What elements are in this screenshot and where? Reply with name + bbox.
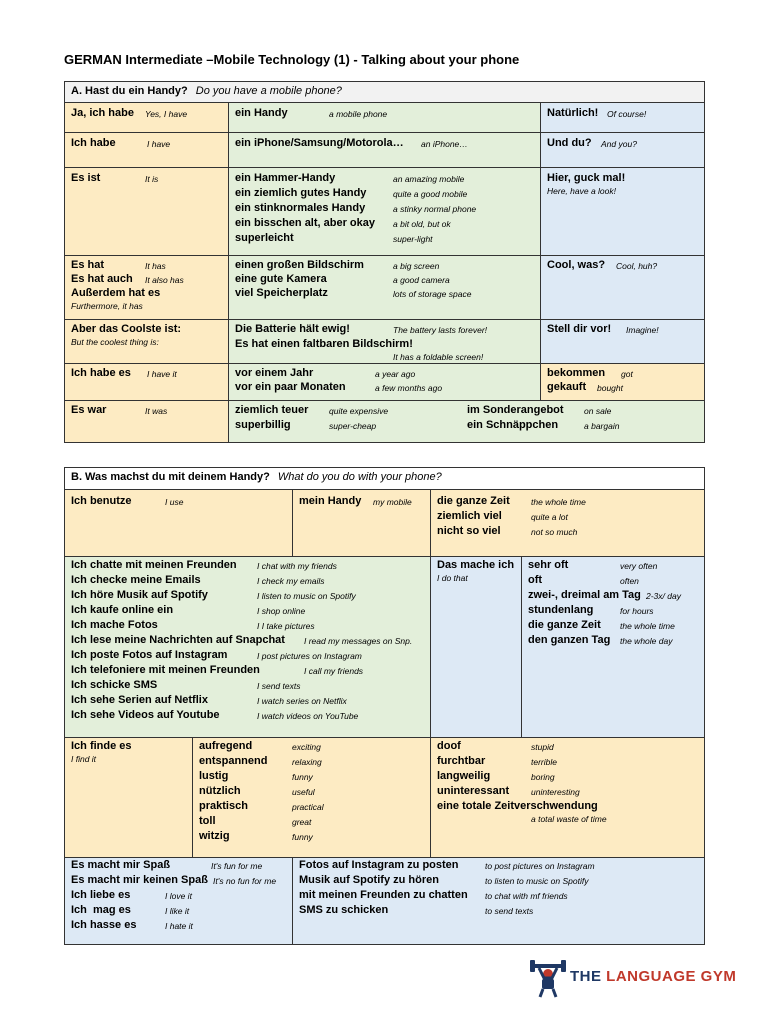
b-pos-de: aufregend: [199, 740, 253, 752]
a-r7-c1-de: Es war: [71, 404, 107, 416]
language-gym-logo: [530, 958, 742, 998]
a-r1-c3: [541, 103, 704, 133]
b-neg-en: stupid: [531, 742, 554, 752]
b-pos-de: lustig: [199, 770, 229, 782]
b-r3-neg: [431, 738, 704, 858]
a-r3-c3: [541, 168, 704, 256]
a-r2-c2: [229, 133, 541, 168]
b-r1-item-en: quite a lot: [531, 512, 568, 522]
b-activity-en: I call my friends: [304, 666, 364, 676]
b-neg-de: langweilig: [437, 770, 491, 782]
a-r1-c1: [65, 103, 229, 133]
a-r6-c2: [229, 364, 541, 401]
a-r3-item-en: super-light: [393, 234, 433, 244]
a-r5-c3-de: Stell dir vor!: [547, 323, 612, 335]
b-r3-c1-de: Ich finde es: [71, 740, 132, 752]
a-r2-c1-en: I have: [147, 139, 171, 149]
a-r1-c3-en: Of course!: [607, 109, 647, 119]
b-r2-mid-de: Das mache ich: [437, 559, 515, 571]
a-r5-c1-en: But the coolest thing is:: [71, 337, 159, 347]
a-r6-a-de: vor einem Jahr: [235, 367, 314, 379]
a-r6-a-en: a year ago: [375, 369, 416, 379]
a-r3-c3-de: Hier, guck mal!: [547, 172, 626, 184]
b-r3-c1: [65, 738, 193, 858]
b-activity-de: Ich poste Fotos auf Instagram: [71, 649, 228, 661]
a-r1-c2-de: ein Handy: [235, 107, 288, 119]
b-activity-de: Ich chatte mit meinen Freunden: [71, 559, 237, 571]
b-freq-de: oft: [528, 574, 543, 586]
a-r2-c2-de: ein iPhone/Samsung/Motorola…: [235, 137, 404, 149]
b-activity-en: I I take pictures: [257, 621, 315, 631]
b-r4-left-en: It's fun for me: [211, 861, 263, 871]
b-r4-left-en: I like it: [165, 906, 190, 916]
a-r3-c1: [65, 168, 229, 256]
a-r3-item-de: ein bisschen alt, aber okay: [235, 217, 376, 229]
a-r4-c1b-en: It also has: [145, 275, 184, 285]
b-r2-mid-en: I do that: [437, 573, 468, 583]
b-pos-de: praktisch: [199, 800, 248, 812]
b-freq-de: stundenlang: [528, 604, 594, 616]
b-r4-right-en: to send texts: [485, 906, 534, 916]
b-r3-pos: [193, 738, 431, 858]
section-b-table: [64, 467, 705, 945]
a-r2-c3-en: And you?: [601, 139, 637, 149]
b-pos-en: useful: [292, 787, 315, 797]
a-r3-item-de: ein Hammer-Handy: [235, 172, 336, 184]
b-r4-left-de: Ich hasse es: [71, 919, 137, 931]
page-title: GERMAN Intermediate –Mobile Technology (1) - Talking about your phone: [64, 52, 520, 67]
a-r4-c1: [65, 256, 229, 320]
a-r6-c1-de: Ich habe es: [71, 367, 131, 379]
b-freq-en: very often: [620, 561, 658, 571]
a-r7-c-de: im Sonderangebot: [467, 404, 564, 416]
section-a-heading-en: Do you have a mobile phone?: [195, 85, 342, 97]
b-r4-right-en: to listen to music on Spotify: [485, 876, 589, 886]
a-r6-d-en: bought: [597, 383, 623, 393]
b-r1-c3: [431, 490, 704, 557]
a-r4-c1b-de: Es hat auch: [71, 273, 133, 285]
b-activity-en: I watch series on Netflix: [257, 696, 347, 706]
a-r6-c-de: bekommen: [547, 367, 606, 379]
b-activity-en: I read my messages on Snp.: [304, 636, 413, 646]
b-r4-right-en: to chat with mf friends: [485, 891, 568, 901]
a-r1-c1-en: Yes, I have: [145, 109, 188, 119]
b-freq-en: often: [620, 576, 639, 586]
a-r4-item-de: einen großen Bildschirm: [235, 259, 364, 271]
b-freq-en: 2-3x/ day: [646, 591, 681, 601]
b-r4-left-en: I love it: [165, 891, 192, 901]
a-r7-c1: [65, 401, 229, 442]
a-r6-b-en: a few months ago: [375, 383, 443, 393]
b-neg-de: eine totale Zeitverschwendung: [437, 800, 598, 812]
a-r4-c3-en: Cool, huh?: [616, 261, 658, 271]
b-activity-de: Ich lese meine Nachrichten auf Snapchat: [71, 634, 285, 646]
b-r1-item-de: die ganze Zeit: [437, 495, 510, 507]
b-freq-de: zwei-, dreimal am Tag: [528, 589, 641, 601]
a-r1-c3-de: Natürlich!: [547, 107, 599, 119]
b-r4-right-de: Musik auf Spotify zu hören: [299, 874, 439, 886]
b-r4-right-de: mit meinen Freunden zu chatten: [299, 889, 468, 901]
b-r4-left-en: It's no fun for me: [213, 876, 277, 886]
a-r3-item-en: a stinky normal phone: [393, 204, 477, 214]
b-r1-item-en: the whole time: [531, 497, 586, 507]
a-r5-a-en: The battery lasts forever!: [393, 325, 488, 335]
b-activity-en: I listen to music on Spotify: [257, 591, 356, 601]
logo-text: THE LANGUAGE GYM: [570, 968, 737, 985]
a-r1-c2: [229, 103, 541, 133]
b-pos-en: practical: [292, 802, 324, 812]
b-r2-freq: [522, 557, 704, 738]
b-r1-c2-de: mein Handy: [299, 495, 362, 507]
a-r3-item-de: superleicht: [235, 232, 294, 244]
a-r3-item-de: ein ziemlich gutes Handy: [235, 187, 367, 199]
b-r3-c1-en: I find it: [71, 754, 97, 764]
b-freq-en: the whole time: [620, 621, 675, 631]
a-r6-c1-en: I have it: [147, 369, 177, 379]
b-r1-c1: [65, 490, 293, 557]
a-r5-b-de: Es hat einen faltbaren Bildschirm!: [235, 338, 413, 350]
a-r7-b-en: super-cheap: [329, 421, 377, 431]
b-r4-left-de: Es macht mir Spaß: [71, 859, 171, 871]
a-r3-c2: [229, 168, 541, 256]
b-pos-en: funny: [292, 832, 313, 842]
b-freq-en: the whole day: [620, 636, 673, 646]
b-freq-de: sehr oft: [528, 559, 569, 571]
b-activity-de: Ich mache Fotos: [71, 619, 158, 631]
b-pos-en: relaxing: [292, 757, 322, 767]
b-r4-left: [65, 858, 293, 944]
a-r2-c1-de: Ich habe: [71, 137, 116, 149]
b-r4-left-de: Ich mag es: [71, 904, 131, 916]
b-neg-de: uninteressant: [437, 785, 510, 797]
a-r2-c3: [541, 133, 704, 168]
b-r2-mid: [431, 557, 522, 738]
b-r1-c2-en: my mobile: [373, 497, 412, 507]
b-neg-de: doof: [437, 740, 461, 752]
a-r4-c3-de: Cool, was?: [547, 259, 606, 271]
a-r4-c2: [229, 256, 541, 320]
b-r1-item-de: ziemlich viel: [437, 510, 502, 522]
b-neg-en: a total waste of time: [531, 814, 607, 824]
a-r3-c1-en: It is: [145, 174, 159, 184]
a-r5-b-en: It has a foldable screen!: [393, 352, 484, 362]
b-activity-de: Ich sehe Videos auf Youtube: [71, 709, 220, 721]
a-r6-c-en: got: [621, 369, 633, 379]
b-neg-en: terrible: [531, 757, 557, 767]
b-r4-left-de: Es macht mir keinen Spaß: [71, 874, 208, 886]
a-r4-item-de: viel Speicherplatz: [235, 287, 328, 299]
b-activity-de: Ich sehe Serien auf Netflix: [71, 694, 208, 706]
section-a-table: [64, 81, 705, 443]
a-r6-b-de: vor ein paar Monaten: [235, 381, 346, 393]
a-r7-d-de: ein Schnäppchen: [467, 419, 559, 431]
a-r3-item-en: a bit old, but ok: [393, 219, 451, 229]
b-activity-de: Ich schicke SMS: [71, 679, 158, 691]
b-r1-c2: [293, 490, 431, 557]
section-b-heading: B. Was machst du mit deinem Handy?: [71, 471, 270, 483]
b-r1-item-de: nicht so viel: [437, 525, 501, 537]
b-activity-de: Ich höre Musik auf Spotify: [71, 589, 208, 601]
a-r4-item-en: a big screen: [393, 261, 440, 271]
b-neg-en: uninteresting: [531, 787, 580, 797]
b-activity-de: Ich kaufe online ein: [71, 604, 174, 616]
a-r5-c3: [541, 320, 704, 364]
a-r6-d-de: gekauft: [547, 381, 587, 393]
a-r4-item-en: lots of storage space: [393, 289, 472, 299]
b-pos-de: toll: [199, 815, 216, 827]
b-neg-en: boring: [531, 772, 555, 782]
a-r1-c1-de: Ja, ich habe: [71, 107, 134, 119]
a-r3-c3-en: Here, have a look!: [547, 186, 616, 196]
b-activity-de: Ich telefoniere mit meinen Freunden: [71, 664, 260, 676]
b-pos-de: nützlich: [199, 785, 241, 797]
a-r6-c1: [65, 364, 229, 401]
a-r5-c1: [65, 320, 229, 364]
a-r4-c1a-de: Es hat: [71, 259, 105, 271]
a-r4-item-de: eine gute Kamera: [235, 273, 327, 285]
a-r2-c1: [65, 133, 229, 168]
b-activity-en: I watch videos on YouTube: [257, 711, 359, 721]
a-r2-c2-en: an iPhone…: [421, 139, 468, 149]
b-r2-activities: [65, 557, 431, 738]
a-r3-item-en: an amazing mobile: [393, 174, 465, 184]
a-r7-a-de: ziemlich teuer: [235, 404, 309, 416]
b-r4-left-en: I hate it: [165, 921, 193, 931]
a-r5-a-de: Die Batterie hält ewig!: [235, 323, 350, 335]
weightlifter-icon: [530, 958, 566, 998]
a-r7-d-en: a bargain: [584, 421, 620, 431]
b-pos-en: exciting: [292, 742, 321, 752]
a-r3-c1-de: Es ist: [71, 172, 101, 184]
section-b-heading-en: What do you do with your phone?: [277, 471, 442, 483]
a-r5-c3-en: Imagine!: [626, 325, 659, 335]
a-r7-c2: [229, 401, 704, 442]
b-pos-de: entspannend: [199, 755, 268, 767]
b-activity-en: I check my emails: [257, 576, 325, 586]
b-neg-de: furchtbar: [437, 755, 486, 767]
section-a-heading: A. Hast du ein Handy?: [71, 85, 188, 97]
b-activity-de: Ich checke meine Emails: [71, 574, 201, 586]
b-pos-de: witzig: [199, 830, 230, 842]
b-activity-en: I shop online: [257, 606, 306, 616]
b-r4-left-de: Ich liebe es: [71, 889, 131, 901]
a-r5-c2: [229, 320, 541, 364]
a-r7-c1-en: It was: [145, 406, 168, 416]
b-r4-right-de: Fotos auf Instagram zu posten: [299, 859, 459, 871]
section-b-header: [65, 468, 704, 490]
b-r4-right-en: to post pictures on Instagram: [485, 861, 595, 871]
a-r3-item-de: ein stinknormales Handy: [235, 202, 366, 214]
b-freq-en: for hours: [620, 606, 654, 616]
b-r1-c1-en: I use: [165, 497, 184, 507]
a-r7-c-en: on sale: [584, 406, 612, 416]
a-r5-c1-de: Aber das Coolste ist:: [71, 323, 182, 335]
b-r4-right: [293, 858, 704, 944]
b-pos-en: funny: [292, 772, 313, 782]
a-r4-c1a-en: It has: [145, 261, 166, 271]
a-r6-c3: [541, 364, 704, 401]
b-r1-c1-de: Ich benutze: [71, 495, 132, 507]
a-r2-c3-de: Und du?: [547, 137, 592, 149]
a-r4-c1c-de: Außerdem hat es: [71, 287, 161, 299]
b-freq-de: die ganze Zeit: [528, 619, 601, 631]
b-freq-de: den ganzen Tag: [528, 634, 611, 646]
b-activity-en: I chat with my friends: [257, 561, 337, 571]
b-activity-en: I send texts: [257, 681, 301, 691]
a-r4-c1c-en: Furthermore, it has: [71, 301, 143, 311]
a-r3-item-en: quite a good mobile: [393, 189, 468, 199]
a-r7-a-en: quite expensive: [329, 406, 389, 416]
section-a-header: [65, 82, 704, 103]
a-r4-c3: [541, 256, 704, 320]
b-pos-en: great: [292, 817, 312, 827]
a-r7-b-de: superbillig: [235, 419, 291, 431]
a-r1-c2-en: a mobile phone: [329, 109, 388, 119]
b-activity-en: I post pictures on Instagram: [257, 651, 362, 661]
b-r4-right-de: SMS zu schicken: [299, 904, 389, 916]
a-r4-item-en: a good camera: [393, 275, 450, 285]
b-r1-item-en: not so much: [531, 527, 578, 537]
